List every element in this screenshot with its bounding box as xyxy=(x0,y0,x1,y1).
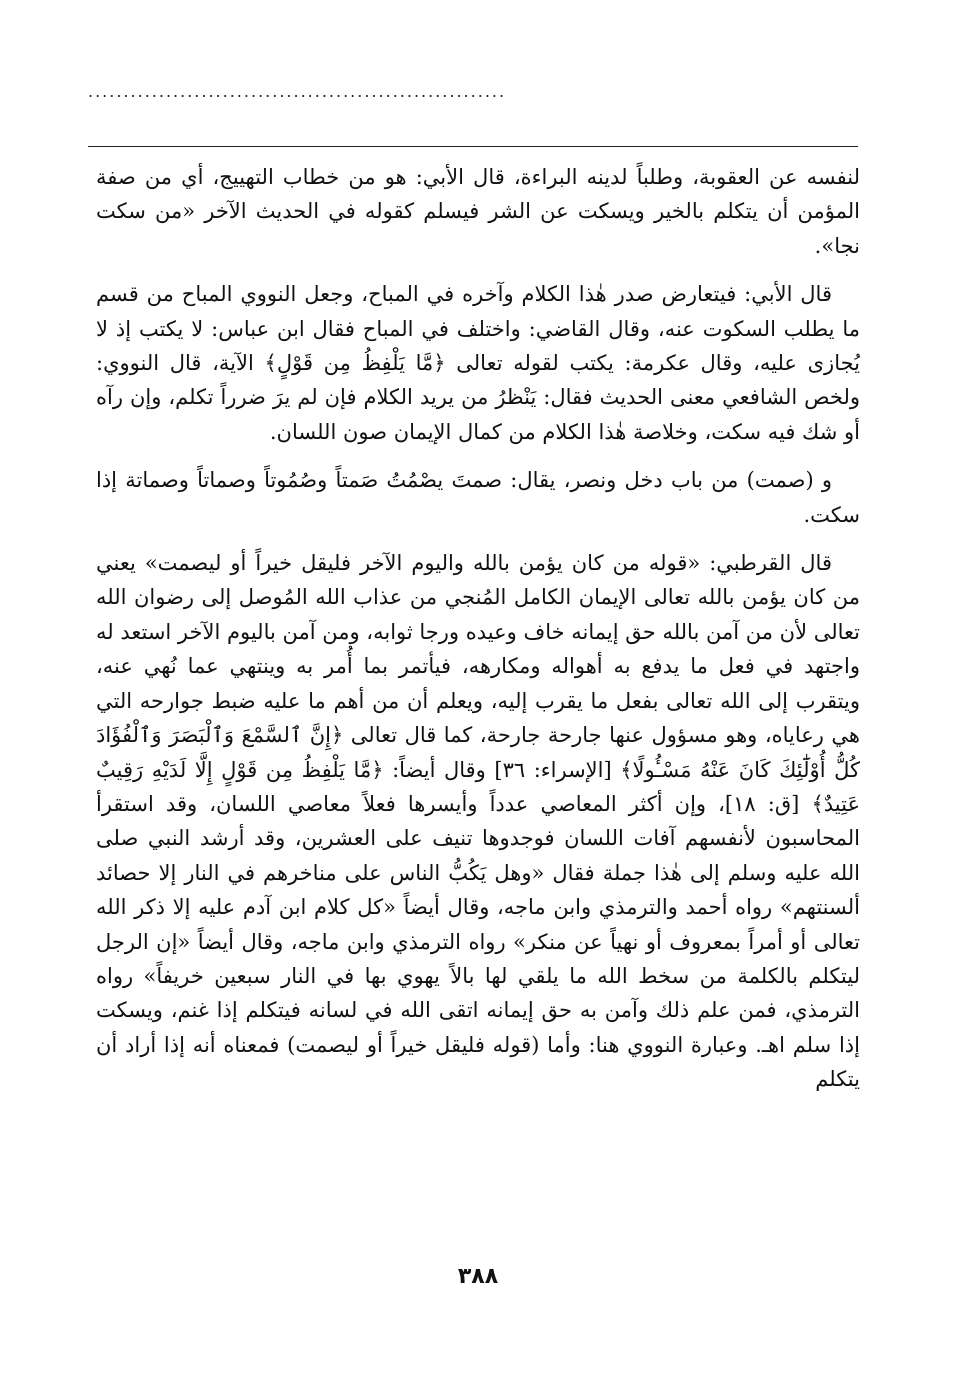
paragraph-4: قال القرطبي: «قوله من كان يؤمن بالله واليوم الآخر فليقل خيراً أو ليصمت» يعني من كان يؤمن بالله تعالى الإيمان الكامل المُنجي من عذاب الله المُوصل إلى رضوان الله تعالى لأن من آمن بالله حق إيمانه خاف وعيده ورجا ثوابه، ومن آمن باليوم الآخر استعد له واجتهد في فعل ما يدفع به أهواله ومكارهه، فيأتمر بما أُمر به وينتهي عما نُهي عنه، ويتقرب إلى الله تعالى بفعل ما يقرب إليه، ويعلم أن من أهم ما عليه ضبط جوارحه التي هي رعاياه، وهو مسؤول عنها جارحة جارحة، كما قال تعالى ﴿إِنَّ ٱلسَّمْعَ وَٱلْبَصَرَ وَٱلْفُؤَادَ كُلُّ أُوْلَٰٓئِكَ كَانَ عَنْهُ مَسْـُٔولًا﴾ [الإسراء: ٣٦] وقال أيضاً: ﴿مَّا يَلْفِظُ مِن قَوْلٍ إِلَّا لَدَيْهِ رَقِيبٌ عَتِيدٌ﴾ [ق: ١٨]، وإن أكثر المعاصي عدداً وأيسرها فعلاً معاصي اللسان، وقد استقرأ المحاسبون لأنفسهم آفات اللسان فوجدوها تنيف على العشرين، وقد أرشد النبي صلى الله عليه وسلم إلى هٰذا جملة فقال «وهل يَكُبُّ الناس على مناخرهم في النار إلا حصائد ألسنتهم» رواه أحمد والترمذي وابن ماجه، وقال أيضاً «كل كلام ابن آدم عليه إلا ذكر الله تعالى أو أمراً بمعروف أو نهياً عن منكر» رواه الترمذي وابن ماجه، وقال أيضاً «إن الرجل ليتكلم بالكلمة من سخط الله ما يلقي لها بالاً يهوي بها في النار سبعين خريفاً» رواه الترمذي، فمن علم ذلك وآمن به حق إيمانه اتقى الله في لسانه فيتكلم إذا غنم، ويسكت إذا سلم اهـ. وعبارة النووي هنا: وأما (قوله فليقل خيراً أو ليصمت) فمعناه أنه إذا أراد أن يتكلم xyxy=(96,551,860,1092)
header-rule xyxy=(88,146,858,147)
header-dotted-line: ........................................................... xyxy=(88,82,507,101)
paragraph-1: لنفسه عن العقوبة، وطلباً لدينه البراءة، قال الأبي: هو من خطاب التهييج، أي من صفة المؤمن أن يتكلم بالخير ويسكت عن الشر فيسلم كقوله في الحديث الآخر «من سكت نجا». xyxy=(96,165,860,258)
paragraph-3: و (صمت) من باب دخل ونصر، يقال: صمتَ يصْمُتُ صَمتاً وصُمُوتاً وصماتاً وصماتة إذا سكت. xyxy=(96,468,860,527)
paragraph-2: قال الأبي: فيتعارض صدر هٰذا الكلام وآخره في المباح، وجعل النووي المباح من قسم ما يطلب السكوت عنه، وقال القاضي: واختلف في المباح فقال ابن عباس: لا يكتب إذ لا يُجازى عليه، وقال عكرمة: يكتب لقوله تعالى ﴿مَّا يَلْفِظُ مِن قَوْلٍ﴾ الآية، قال النووي: ولخص الشافعي معنى الحديث فقال: يَنْظرُ من يريد الكلام فإن لم يرَ ضرراً تكلم، وإن رآه أو شك فيه سكت، وخلاصة هٰذا الكلام من كمال الإيمان صون اللسان. xyxy=(96,282,860,444)
page-number: ٣٨٨ xyxy=(457,1264,499,1289)
body-text xyxy=(96,160,860,1111)
